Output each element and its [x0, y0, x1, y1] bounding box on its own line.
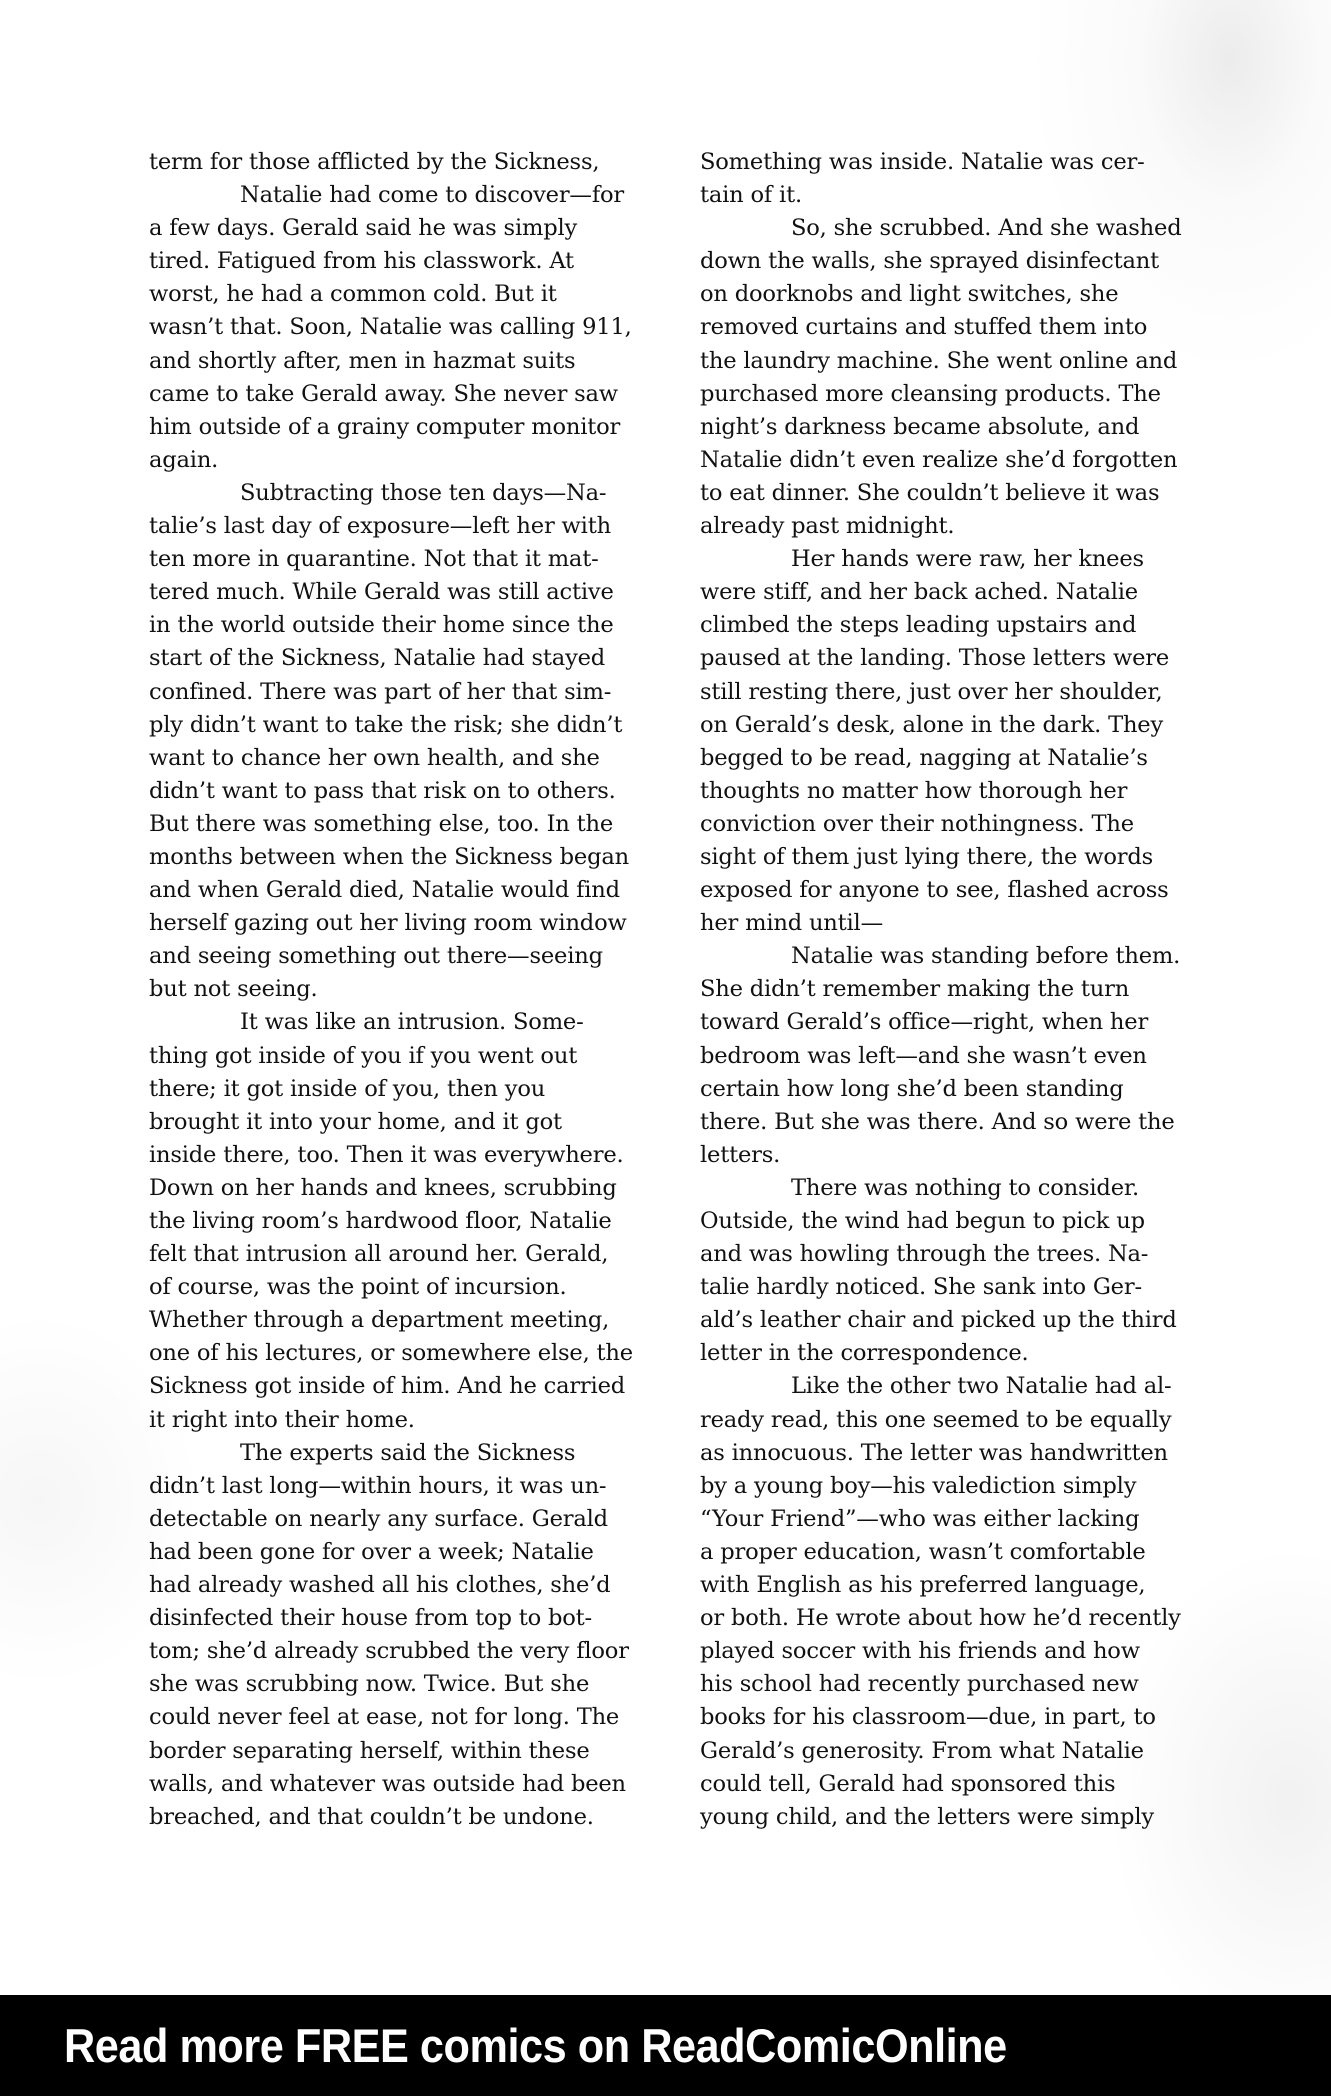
text-line: Her hands were raw, her knees [791, 546, 1144, 573]
text-line: So, she scrubbed. And she washed [791, 215, 1182, 242]
text-line: talie hardly noticed. She sank into Ger- [700, 1274, 1142, 1301]
text-line: ready read, this one seemed to be equally [700, 1406, 1172, 1433]
text-line: Gerald’s generosity. From what Natalie [700, 1737, 1144, 1764]
text-line: didn’t want to pass that risk on to others. [149, 777, 616, 804]
text-line: the living room’s hardwood floor, Natalie [149, 1208, 612, 1234]
text-line: already past midnight. [700, 513, 955, 540]
text-line: begged to be read, nagging at Natalie’s [700, 744, 1148, 771]
text-line: with English as his preferred language, [700, 1572, 1146, 1599]
text-line: Sickness got inside of him. And he carried [149, 1373, 625, 1400]
text-line: night’s darkness became absolute, and [700, 413, 1140, 440]
text-line: It was like an intrusion. Some- [240, 1009, 584, 1036]
text-line: again. [149, 446, 219, 473]
text-line: his school had recently purchased new [700, 1671, 1139, 1698]
text-line: she was scrubbing now. Twice. But she [149, 1671, 590, 1698]
text-line: had already washed all his clothes, she’d [149, 1572, 611, 1599]
text-line: there; it got inside of you, then you [149, 1075, 546, 1102]
text-line: start of the Sickness, Natalie had stayed [149, 645, 606, 672]
text-line: Something was inside. Natalie was cer- [700, 149, 1145, 175]
text-line: to eat dinner. She couldn’t believe it was [700, 479, 1160, 506]
text-line: But there was something else, too. In the [149, 810, 614, 837]
text-line: brought it into your home, and it got [149, 1108, 562, 1135]
text-line: There was nothing to consider. [791, 1174, 1139, 1201]
text-line: but not seeing. [149, 976, 318, 1003]
promo-banner[interactable] [0, 1995, 1331, 2096]
text-line: her mind until— [700, 910, 883, 937]
text-line: ply didn’t want to take the risk; she didn’t [149, 711, 623, 738]
text-line: Natalie was standing before them. [791, 943, 1181, 970]
text-line: by a young boy—his valediction simply [700, 1472, 1137, 1499]
text-line: were stiff, and her back ached. Natalie [700, 579, 1138, 606]
text-line: one of his lectures, or somewhere else, the [149, 1340, 633, 1367]
text-line: worst, he had a common cold. But it [149, 281, 557, 308]
right-text-column [700, 146, 1185, 1834]
text-line: a proper education, wasn’t comfortable [700, 1538, 1146, 1565]
text-line: Outside, the wind had begun to pick up [700, 1208, 1145, 1234]
text-line: want to chance her own health, and she [149, 744, 600, 771]
text-line: herself gazing out her living room window [149, 910, 627, 937]
text-line: him outside of a grainy computer monitor [149, 413, 621, 440]
text-line: young child, and the letters were simply [700, 1803, 1154, 1830]
text-line: months between when the Sickness began [149, 843, 629, 870]
text-line: exposed for anyone to see, flashed across [700, 877, 1169, 904]
text-line: purchased more cleansing products. The [700, 380, 1161, 407]
text-line: toward Gerald’s office—right, when her [700, 1009, 1149, 1036]
text-line: tom; she’d already scrubbed the very floor [149, 1638, 629, 1665]
text-line: could tell, Gerald had sponsored this [700, 1770, 1116, 1797]
text-line: The experts said the Sickness [240, 1439, 576, 1466]
text-line: and was howling through the trees. Na- [700, 1241, 1149, 1268]
text-line: detectable on nearly any surface. Gerald [149, 1505, 608, 1532]
promo-banner-text[interactable]: Read more FREE comics on ReadComicOnline [64, 2019, 1007, 2072]
text-line: walls, and whatever was outside had been [149, 1770, 626, 1797]
text-line: played soccer with his friends and how [700, 1638, 1140, 1665]
text-line: in the world outside their home since the [149, 612, 614, 639]
text-line: a few days. Gerald said he was simply [149, 215, 578, 242]
text-line: letter in the correspondence. [700, 1340, 1029, 1367]
text-line: of course, was the point of incursion. [149, 1274, 567, 1301]
text-line: and seeing something out there—seeing [149, 943, 603, 970]
text-line: talie’s last day of exposure—left her with [149, 513, 611, 540]
text-line: border separating herself, within these [149, 1737, 590, 1764]
text-line: removed curtains and stuffed them into [700, 314, 1148, 341]
text-line: the laundry machine. She went online and [700, 347, 1178, 374]
text-line: She didn’t remember making the turn [700, 976, 1130, 1003]
text-line: felt that intrusion all around her. Gerald, [149, 1241, 609, 1268]
text-line: sight of them just lying there, the words [700, 843, 1153, 870]
text-line: “Your Friend”—who was either lacking [700, 1505, 1140, 1532]
text-line: letters. [700, 1141, 781, 1168]
text-line: thing got inside of you if you went out [149, 1042, 578, 1069]
text-line: confined. There was part of her that sim- [149, 678, 612, 705]
text-line: as innocuous. The letter was handwritten [700, 1439, 1168, 1466]
text-line: certain how long she’d been standing [700, 1075, 1124, 1102]
text-line: ald’s leather chair and picked up the third [700, 1307, 1177, 1334]
text-line: had been gone for over a week; Natalie [149, 1538, 594, 1565]
left-text-column [149, 146, 634, 1834]
text-line: Natalie had come to discover—for [240, 182, 624, 209]
text-line: didn’t last long—within hours, it was un- [149, 1472, 607, 1499]
text-line: came to take Gerald away. She never saw [149, 380, 618, 407]
text-line: on doorknobs and light switches, she [700, 281, 1119, 308]
text-line: paused at the landing. Those letters were [700, 645, 1170, 672]
text-line: inside there, too. Then it was everywhere. [149, 1141, 624, 1168]
text-line: Whether through a department meeting, [149, 1307, 610, 1334]
text-line: still resting there, just over her shoulder, [700, 678, 1163, 705]
text-line: climbed the steps leading upstairs and [700, 612, 1137, 639]
text-line: wasn’t that. Soon, Natalie was calling 911, [149, 314, 632, 341]
text-line: breached, and that couldn’t be undone. [149, 1803, 594, 1830]
text-line: and when Gerald died, Natalie would find [149, 877, 620, 904]
text-line: tain of it. [700, 182, 802, 209]
text-line: it right into their home. [149, 1406, 415, 1433]
text-line: or both. He wrote about how he’d recently [700, 1605, 1181, 1632]
text-line: disinfected their house from top to bot- [149, 1605, 592, 1632]
text-line: tered much. While Gerald was still active [149, 579, 614, 606]
text-line: Natalie didn’t even realize she’d forgotten [700, 446, 1178, 473]
text-line: Subtracting those ten days—Na- [240, 479, 607, 506]
text-line: books for his classroom—due, in part, to [700, 1704, 1156, 1731]
text-line: bedroom was left—and she wasn’t even [700, 1042, 1147, 1069]
text-line: tired. Fatigued from his classwork. At [149, 248, 574, 275]
text-line: conviction over their nothingness. The [700, 810, 1134, 837]
text-line: Down on her hands and knees, scrubbing [149, 1174, 617, 1201]
text-line: Like the other two Natalie had al- [791, 1373, 1172, 1400]
text-line: on Gerald’s desk, alone in the dark. They [700, 711, 1164, 738]
text-line: ten more in quarantine. Not that it mat- [149, 546, 599, 573]
text-line: thoughts no matter how thorough her [700, 777, 1128, 804]
text-line: could never feel at ease, not for long. The [149, 1704, 620, 1731]
text-line: there. But she was there. And so were the [700, 1108, 1175, 1135]
text-line: down the walls, she sprayed disinfectant [700, 248, 1159, 275]
text-line: term for those afflicted by the Sickness, [149, 149, 600, 175]
text-line: and shortly after, men in hazmat suits [149, 347, 576, 374]
